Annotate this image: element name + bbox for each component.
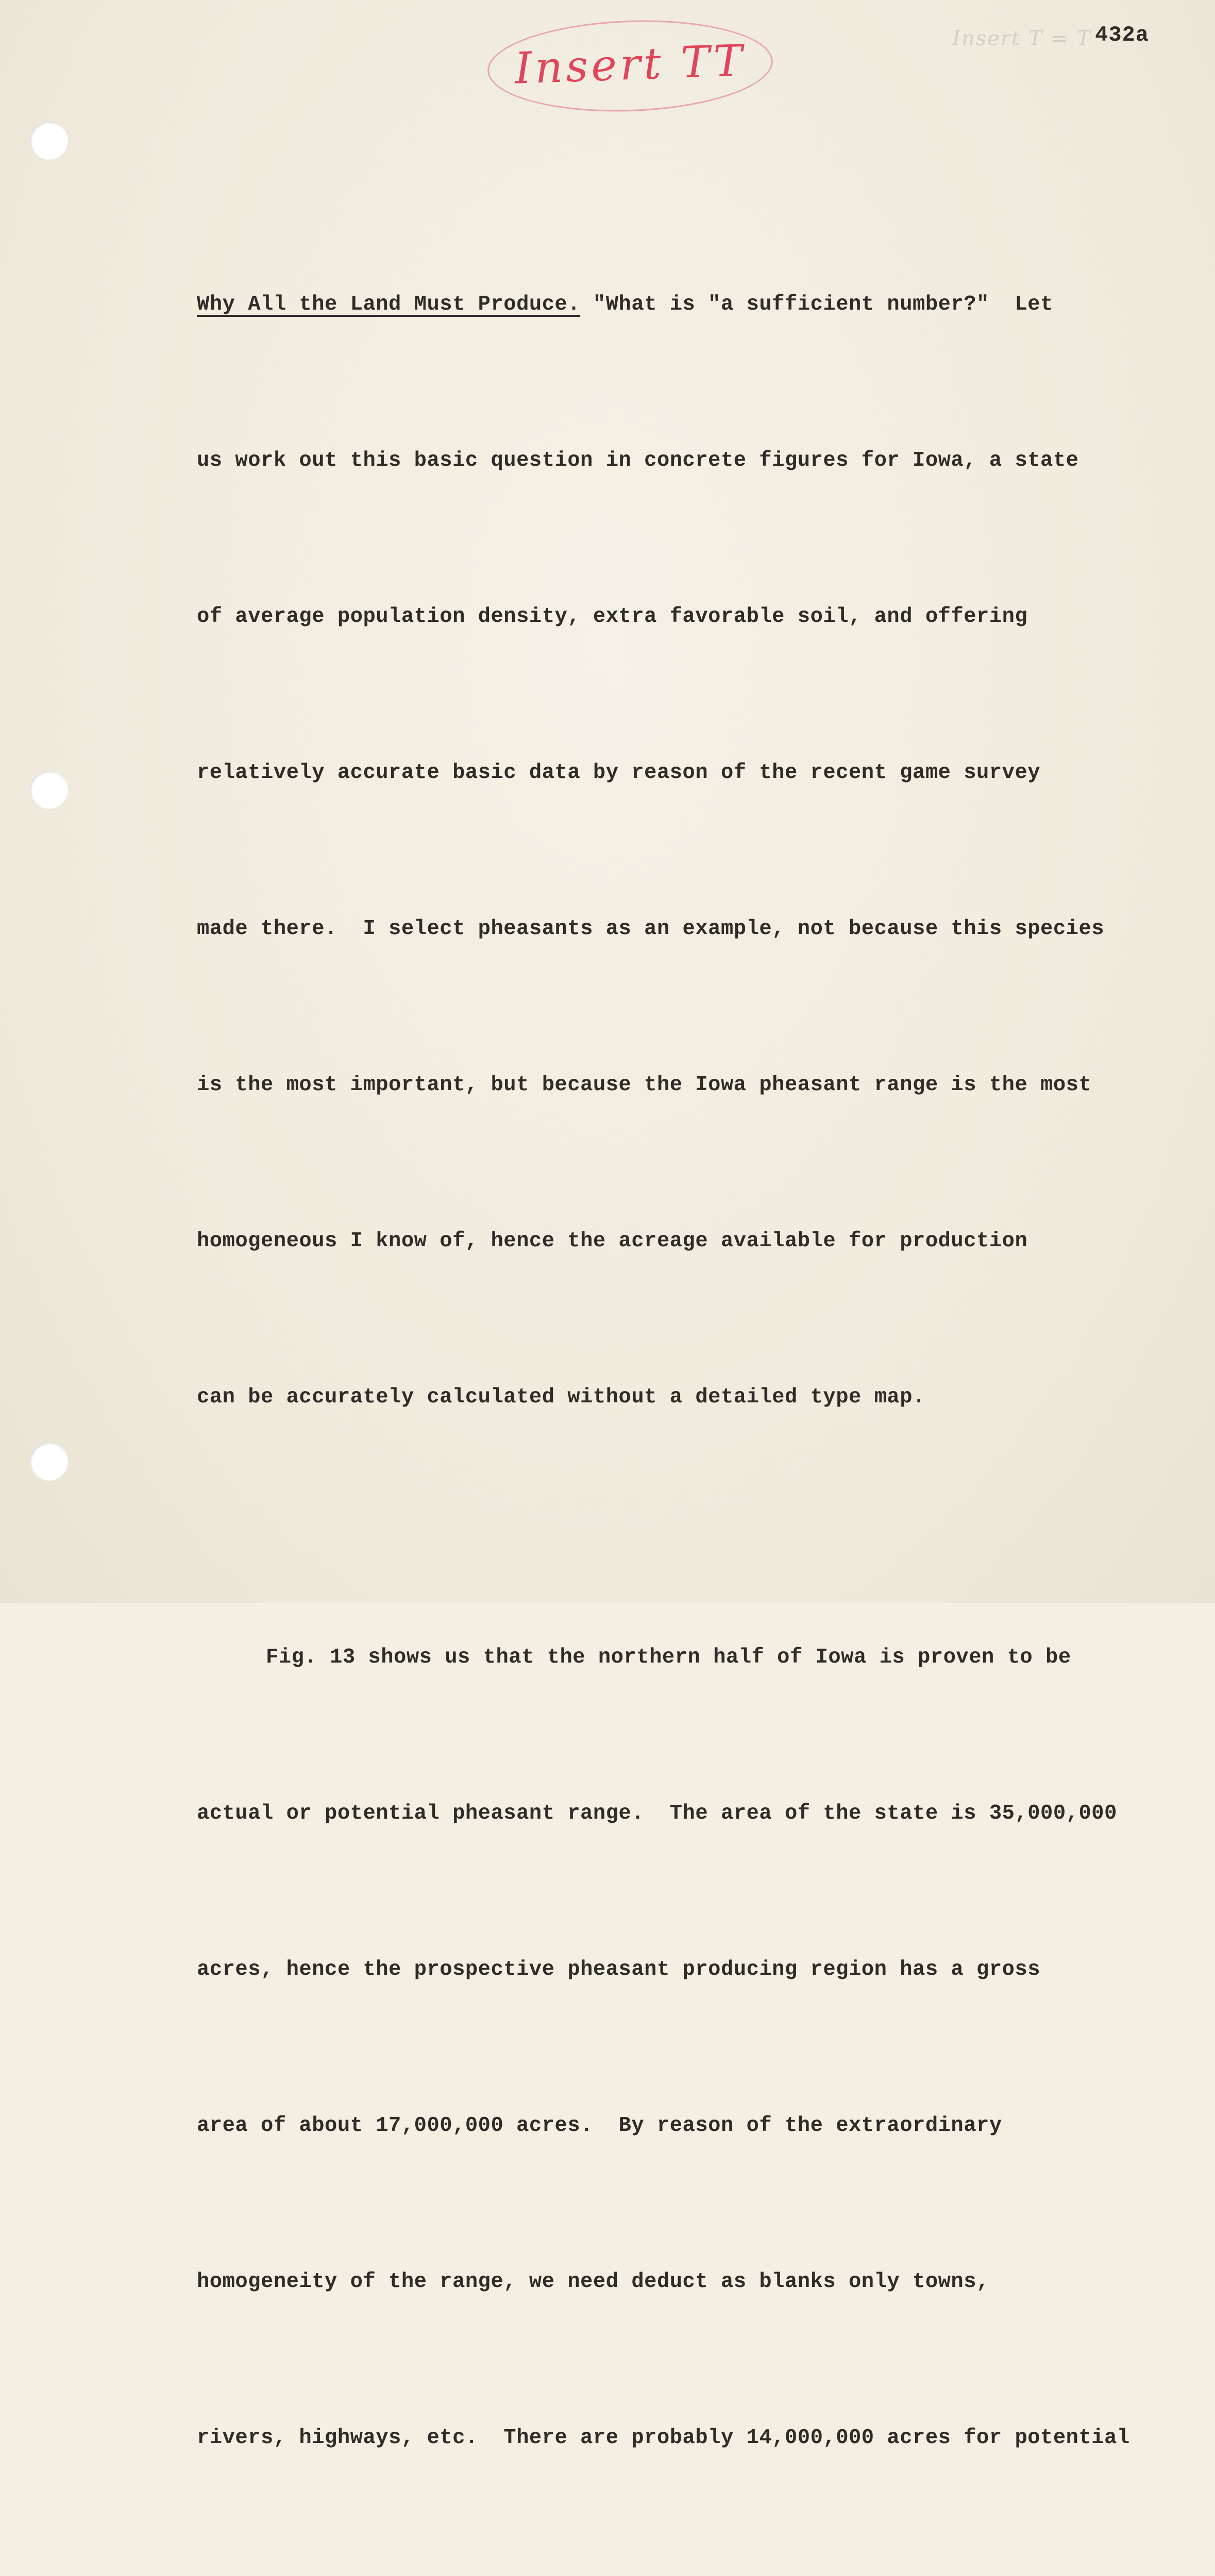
text-line: Fig. 13 shows us that the northern half of Iowa is proven to be	[266, 1646, 1071, 1669]
text-line: acres, hence the prospective pheasant producing region has a gross	[197, 1958, 1041, 1981]
text-line-content: "What is "a sufficient number?" Let	[580, 293, 1053, 316]
faint-pencil-note: Insert T = T	[952, 27, 1091, 50]
page-number: 432a	[1095, 23, 1149, 47]
text-line: homogeneity of the range, we need deduct as blanks only towns,	[197, 2270, 989, 2294]
text-line: area of about 17,000,000 acres. By reason of the extraordinary	[197, 2114, 1002, 2138]
punch-hole	[30, 771, 68, 809]
text-line: actual or potential pheasant range. The area of the state is 35,000,000	[197, 1802, 1117, 1825]
typed-body-text	[197, 123, 1155, 2576]
insert-annotation-text: Insert TT	[514, 35, 747, 94]
text-line: of average population density, extra favorable soil, and offering	[197, 605, 1028, 629]
text-line: is the most important, but because the Iowa pheasant range is the most	[197, 1073, 1092, 1097]
text-line	[197, 2568, 1155, 2576]
text-line: homogeneous I know of, hence the acreage available for production	[197, 1229, 1028, 1253]
section-heading: Why All the Land Must Produce.	[197, 293, 581, 316]
text-line: rivers, highways, etc. There are probably 14,000,000 acres for potential	[197, 2426, 1130, 2450]
text-line: relatively accurate basic data by reason of the recent game survey	[197, 761, 1041, 785]
text-line: can be accurately calculated without a detailed type map.	[197, 1385, 925, 1409]
text-line: made there. I select pheasants as an example, not because this species	[197, 917, 1105, 941]
text-line	[197, 279, 1155, 331]
punch-hole	[30, 1443, 68, 1481]
punch-hole	[30, 122, 68, 160]
text-line: us work out this basic question in concrete figures for Iowa, a state	[197, 449, 1079, 472]
insert-annotation	[486, 15, 774, 116]
